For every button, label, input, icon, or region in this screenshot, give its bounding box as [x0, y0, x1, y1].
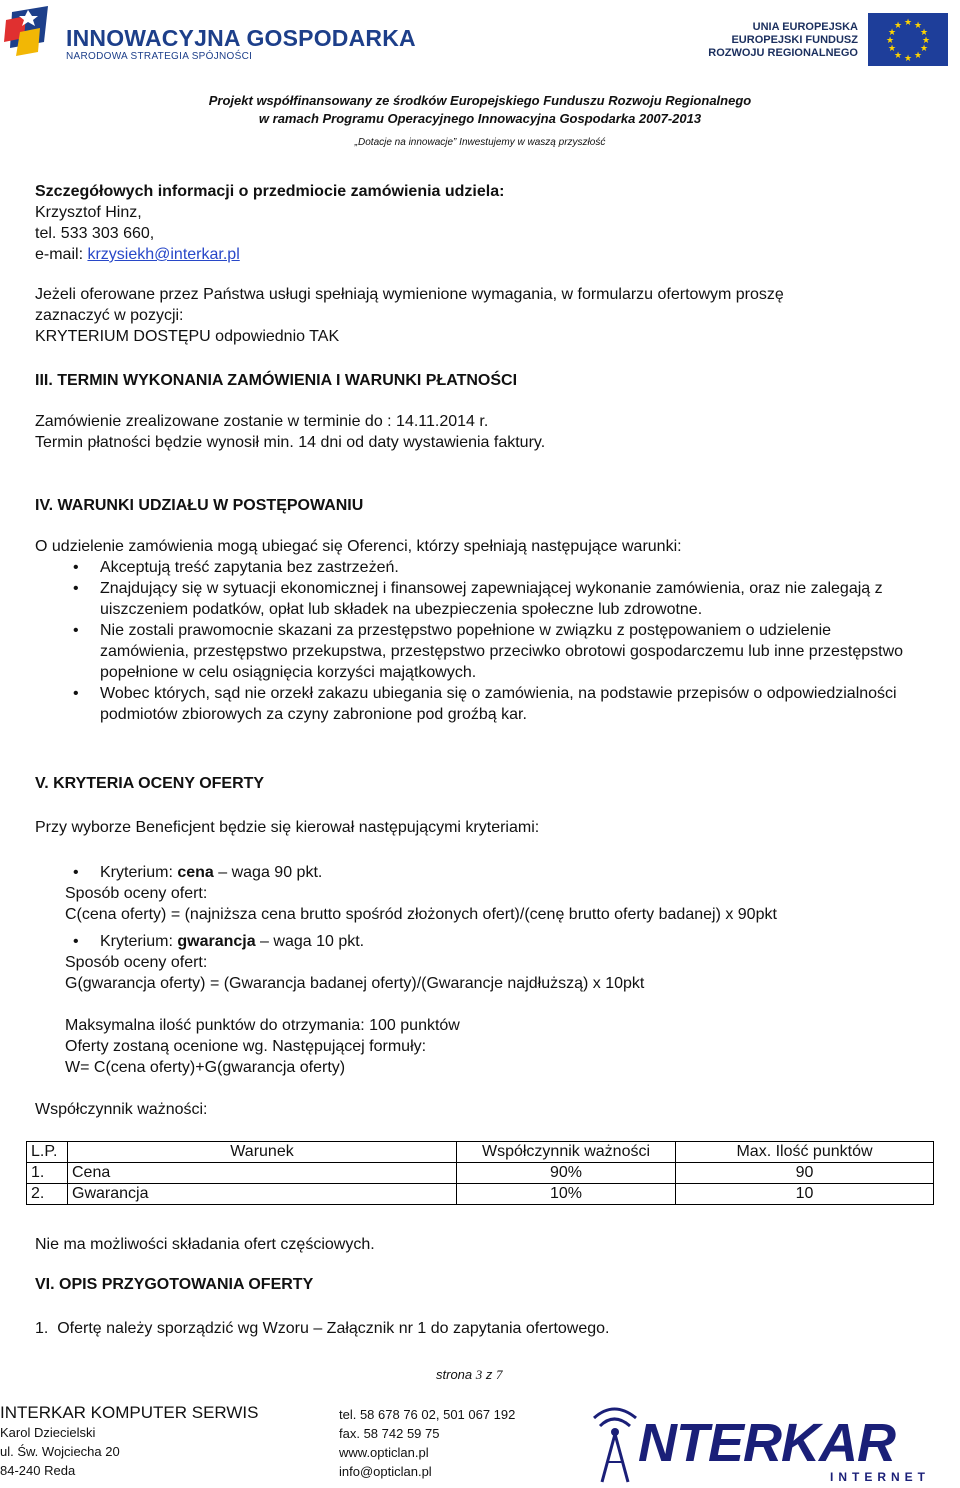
conditions-list — [35, 557, 915, 725]
footer-street: ul. Św. Wojciecha 20 — [0, 1444, 120, 1459]
intro-line-3: KRYTERIUM DOSTĘPU odpowiednio TAK — [35, 328, 340, 345]
list-item: • Znajdujący się w sytuacji ekonomicznej i finansowej zapewniającej wykonanie zamówienia, oraz nie zalegają z uiszczeniem podatków, opłat lub składek na ubezpieczenia społeczne lub zdrowotne. — [35, 578, 915, 620]
header-max-points: Max. Ilość punktów — [676, 1142, 934, 1163]
page-current: 3 — [475, 1367, 483, 1382]
footer-company: INTERKAR KOMPUTER SERWIS — [0, 1403, 259, 1422]
section-6-title: VI. OPIS PRZYGOTOWANIA OFERTY — [35, 1276, 314, 1293]
cell-lp: 2. — [27, 1184, 68, 1205]
footer-www: www.opticlan.pl — [339, 1445, 429, 1460]
criterion-1 — [35, 862, 935, 925]
contact-heading: Szczegółowych informacji o przedmiocie zamówienia udziela: — [35, 183, 505, 200]
eu-line1: UNIA EUROPEJSKA — [752, 21, 858, 33]
contact-email-row — [35, 244, 504, 265]
intro-line-2: zaznaczyć w pozycji: — [35, 307, 184, 324]
bullet: • — [73, 933, 79, 950]
criterion-2 — [35, 931, 935, 994]
cell-coefficient: 90% — [457, 1163, 676, 1184]
formula-intro: Oferty zostaną ocenione wg. Następującej formuły: — [65, 1038, 427, 1055]
criterion-1-name: cena — [177, 864, 214, 881]
svg-text:★: ★ — [887, 28, 897, 38]
section-3-body — [35, 411, 545, 453]
eu-flag-icon — [868, 13, 948, 66]
list-item: • Wobec których, sąd nie orzekł zakazu ubiegania się o zamówienia, na podstawie przepisów o odpowiedzialności podmiotów zbiorowych za czyny zabronione pod groźbą kar. — [35, 683, 915, 725]
header-lp: L.P. — [27, 1142, 68, 1163]
cell-coefficient: 10% — [457, 1184, 676, 1205]
svg-text:★: ★ — [893, 51, 903, 61]
section-5-intro: Przy wyborze Beneficjent będzie się kierował następującymi kryteriami: — [35, 819, 540, 836]
footer-city: 84-240 Reda — [0, 1463, 76, 1478]
criterion-2-line — [35, 931, 935, 952]
payment-line: Termin płatności będzie wynosił min. 14 dni od daty wystawienia faktury. — [35, 434, 546, 451]
header-coefficient: Współczynnik ważności — [457, 1142, 676, 1163]
contact-name: Krzysztof Hinz, — [35, 204, 142, 221]
criterion-1-line — [35, 862, 935, 883]
list-item: • Nie zostali prawomocnie skazani za przestępstwo popełnione w związku z postępowaniem o udzielenie zamówienia, przestępstwo przekupstwa, przestępstwo przeciwko obrotowi gospodarczemu lub inne przestępstwo popełnione w celu osiągnięcia korzyści majątkowych. — [35, 620, 915, 683]
contact-block — [35, 181, 504, 265]
svg-text:★: ★ — [887, 44, 897, 54]
list-item: • Akceptują treść zapytania bez zastrzeżeń. — [35, 557, 915, 578]
innowacyjna-gospodarka-logo — [4, 2, 54, 62]
criterion-2-name: gwarancja — [177, 933, 256, 950]
page-total: 7 — [496, 1367, 503, 1382]
cell-lp: 1. — [27, 1163, 68, 1184]
project-line-2: w ramach Programu Operacyjnego Innowacyjna Gospodarka 2007-2013 — [258, 111, 702, 126]
footer-company-block — [0, 1403, 259, 1480]
criterion-1-prefix: Kryterium: — [100, 864, 178, 881]
criterion-2-weight: – waga 10 pkt. — [255, 933, 365, 950]
footer-contact-block — [339, 1405, 515, 1481]
slogan: „Dotacje na innowacje” Inwestujemy w waszą przyszłość — [354, 137, 606, 148]
header-condition: Warunek — [68, 1142, 457, 1163]
svg-text:★: ★ — [913, 51, 923, 61]
section-4-intro: O udzielenie zamówienia mogą ubiegać się Oferenci, którzy spełniają następujące warunki: — [35, 538, 682, 555]
coef-label: Współczynnik ważności: — [35, 1101, 208, 1118]
page-number — [436, 1367, 503, 1383]
logo-word: NTERKAR — [638, 1413, 895, 1473]
cell-condition: Gwarancja — [68, 1184, 457, 1205]
criterion-2-prefix: Kryterium: — [100, 933, 178, 950]
svg-text:★: ★ — [919, 44, 929, 54]
table-row — [27, 1184, 934, 1205]
criterion-1-method: Sposób oceny ofert: — [65, 885, 208, 902]
page-label: strona — [436, 1367, 473, 1382]
eu-line3: ROZWOJU REGIONALNEGO — [708, 47, 858, 59]
partial-offers-note: Nie ma możliwości składania ofert częściowych. — [35, 1236, 375, 1253]
criterion-1-formula: C(cena oferty) = (najniższa cena brutto spośród złożonych ofert)/(cenę brutto oferty badanej) x 90pkt — [65, 906, 777, 923]
logo-sub: INTERNET — [830, 1470, 930, 1484]
footer-mail: info@opticlan.pl — [339, 1464, 432, 1479]
scoring-block — [65, 1015, 460, 1078]
svg-text:★: ★ — [893, 21, 903, 31]
criterion-1-weight: – waga 90 pkt. — [213, 864, 323, 881]
ig-subtitle: NARODOWA STRATEGIA SPÓJNOŚCI — [66, 51, 253, 62]
item-number: 1. — [35, 1320, 49, 1337]
criterion-2-formula: G(gwarancja oferty) = (Gwarancja badanej oferty)/(Gwarancje najdłuższą) x 10pkt — [65, 975, 645, 992]
criteria-table — [26, 1141, 934, 1205]
eu-line2: EUROPEJSKI FUNDUSZ — [731, 34, 858, 46]
section-5-title: V. KRYTERIA OCENY OFERTY — [35, 775, 265, 792]
table-row — [27, 1163, 934, 1184]
svg-text:★: ★ — [913, 21, 923, 31]
cell-max-points: 10 — [676, 1184, 934, 1205]
max-points: Maksymalna ilość punktów do otrzymania: 100 punktów — [65, 1017, 460, 1034]
intro-line-1: Jeżeli oferowane przez Państwa usługi spełniają wymienione wymagania, w formularzu ofertowym proszę — [35, 286, 784, 303]
footer-tel: tel. 58 678 76 02, 501 067 192 — [339, 1407, 516, 1422]
criterion-2-method: Sposób oceny ofert: — [65, 954, 208, 971]
formula: W= C(cena oferty)+G(gwarancja oferty) — [65, 1059, 346, 1076]
item-text: Ofertę należy sporządzić wg Wzoru – Załącznik nr 1 do zapytania ofertowego. — [57, 1320, 610, 1337]
svg-text:★: ★ — [903, 18, 913, 28]
cell-max-points: 90 — [676, 1163, 934, 1184]
svg-text:★: ★ — [921, 36, 931, 46]
bullet: • — [73, 864, 79, 881]
intro-block — [35, 284, 784, 347]
page-sep: z — [485, 1367, 493, 1382]
section-4-title: IV. WARUNKI UDZIAŁU W POSTĘPOWANIU — [35, 497, 364, 514]
section-3-title: III. TERMIN WYKONANIA ZAMÓWIENIA I WARUNKI PŁATNOŚCI — [35, 372, 518, 389]
contact-phone: tel. 533 303 660, — [35, 225, 155, 242]
email-prefix: e-mail: — [35, 246, 88, 263]
ig-title: INNOWACYJNA GOSPODARKA — [66, 25, 416, 51]
svg-text:★: ★ — [903, 54, 913, 64]
cell-condition: Cena — [68, 1163, 457, 1184]
section-6-item-1 — [35, 1318, 610, 1339]
interkar-logo — [580, 1398, 958, 1486]
email-link[interactable]: krzysiekh@interkar.pl — [87, 246, 240, 263]
table-header-row — [27, 1142, 934, 1163]
deadline-line: Zamówienie zrealizowane zostanie w terminie do : 14.11.2014 r. — [35, 413, 489, 430]
eu-text — [700, 21, 858, 60]
project-line-1: Projekt współfinansowany ze środków Europejskiego Funduszu Rozwoju Regionalnego — [208, 93, 752, 108]
svg-text:★: ★ — [919, 28, 929, 38]
footer-fax: fax. 58 742 59 75 — [339, 1426, 440, 1441]
footer-person: Karol Dziecielski — [0, 1425, 96, 1440]
svg-text:★: ★ — [885, 36, 895, 46]
